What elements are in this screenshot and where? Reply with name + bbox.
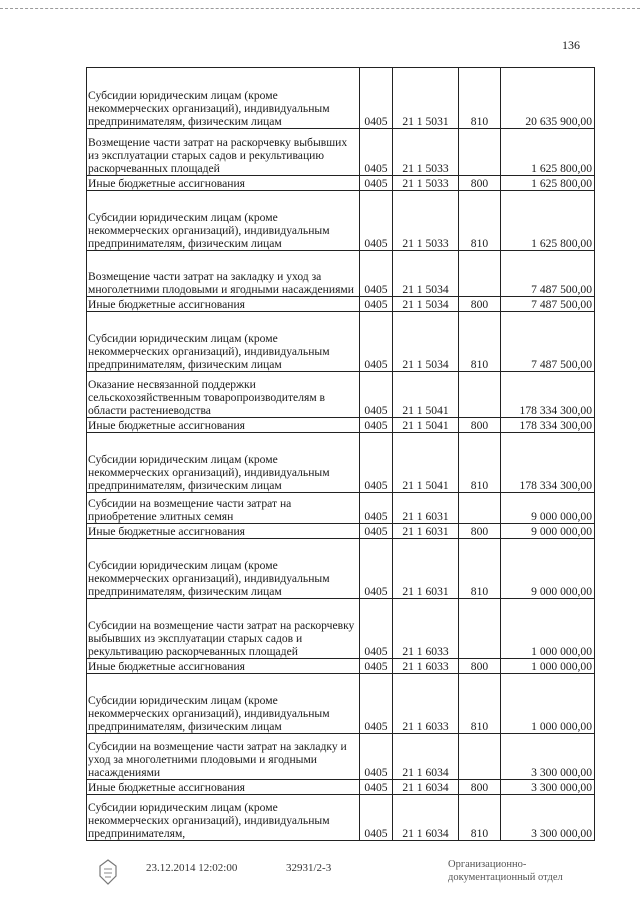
row-description: Субсидии на возмещение части затрат на закладку и уход за многолетними плодовыми и ягодными насаждениями xyxy=(87,734,360,780)
expense-type-code xyxy=(459,599,501,659)
expense-type-code: 800 xyxy=(459,659,501,674)
target-code: 21 1 5031 xyxy=(393,68,459,129)
expense-type-code: 810 xyxy=(459,68,501,129)
row-description: Субсидии юридическим лицам (кроме некоммерческих организаций), индивидуальным предпринимателям, xyxy=(87,795,360,841)
table-row xyxy=(87,780,595,795)
table-row xyxy=(87,524,595,539)
table-row xyxy=(87,493,595,524)
expense-type-code: 810 xyxy=(459,674,501,734)
target-code: 21 1 5041 xyxy=(393,372,459,418)
table-row xyxy=(87,297,595,312)
document-code: 32931/2-3 xyxy=(286,862,332,874)
table-row xyxy=(87,129,595,176)
row-description: Субсидии на возмещение части затрат на приобретение элитных семян xyxy=(87,493,360,524)
expense-type-code: 800 xyxy=(459,297,501,312)
table-row xyxy=(87,659,595,674)
section-code: 0405 xyxy=(360,734,393,780)
amount: 9 000 000,00 xyxy=(501,539,595,599)
section-code: 0405 xyxy=(360,68,393,129)
expense-type-code: 810 xyxy=(459,433,501,493)
target-code: 21 1 5041 xyxy=(393,433,459,493)
table-row xyxy=(87,372,595,418)
target-code: 21 1 5034 xyxy=(393,297,459,312)
section-code: 0405 xyxy=(360,599,393,659)
table-row xyxy=(87,734,595,780)
target-code: 21 1 6031 xyxy=(393,539,459,599)
top-edge-line xyxy=(0,8,640,9)
amount: 1 000 000,00 xyxy=(501,674,595,734)
row-description: Субсидии на возмещение части затрат на раскорчевку выбывших из эксплуатации старых садов и рекультивацию раскорчеванных площадей xyxy=(87,599,360,659)
row-description: Возмещение части затрат на закладку и уход за многолетними плодовыми и ягодными насаждениями xyxy=(87,251,360,297)
budget-table xyxy=(86,67,595,841)
row-description: Иные бюджетные ассигнования xyxy=(87,659,360,674)
expense-type-code: 810 xyxy=(459,539,501,599)
amount: 1 625 800,00 xyxy=(501,191,595,251)
expense-type-code: 800 xyxy=(459,418,501,433)
row-description: Субсидии юридическим лицам (кроме некоммерческих организаций), индивидуальным предпринимателям, физическим лицам xyxy=(87,312,360,372)
amount: 7 487 500,00 xyxy=(501,251,595,297)
target-code: 21 1 5034 xyxy=(393,251,459,297)
target-code: 21 1 5034 xyxy=(393,312,459,372)
amount: 3 300 000,00 xyxy=(501,734,595,780)
section-code: 0405 xyxy=(360,659,393,674)
target-code: 21 1 6031 xyxy=(393,524,459,539)
table-row xyxy=(87,795,595,841)
page-number: 136 xyxy=(562,38,580,52)
section-code: 0405 xyxy=(360,780,393,795)
table-row xyxy=(87,68,595,129)
amount: 3 300 000,00 xyxy=(501,795,595,841)
section-code: 0405 xyxy=(360,191,393,251)
section-code: 0405 xyxy=(360,251,393,297)
target-code: 21 1 6031 xyxy=(393,493,459,524)
section-code: 0405 xyxy=(360,674,393,734)
section-code: 0405 xyxy=(360,176,393,191)
row-description: Иные бюджетные ассигнования xyxy=(87,780,360,795)
table-row xyxy=(87,312,595,372)
row-description: Возмещение части затрат на раскорчевку выбывших из эксплуатации старых садов и рекультивацию раскорчеванных площадей xyxy=(87,129,360,176)
amount: 9 000 000,00 xyxy=(501,524,595,539)
target-code: 21 1 5033 xyxy=(393,191,459,251)
section-code: 0405 xyxy=(360,493,393,524)
expense-type-code: 810 xyxy=(459,191,501,251)
table-row xyxy=(87,176,595,191)
row-description: Иные бюджетные ассигнования xyxy=(87,176,360,191)
amount: 178 334 300,00 xyxy=(501,418,595,433)
table-row xyxy=(87,539,595,599)
row-description: Иные бюджетные ассигнования xyxy=(87,418,360,433)
row-description: Субсидии юридическим лицам (кроме некоммерческих организаций), индивидуальным предпринимателям, физическим лицам xyxy=(87,674,360,734)
table-row xyxy=(87,251,595,297)
target-code: 21 1 5033 xyxy=(393,129,459,176)
row-description: Субсидии юридическим лицам (кроме некоммерческих организаций), индивидуальным предпринимателям, физическим лицам xyxy=(87,191,360,251)
section-code: 0405 xyxy=(360,795,393,841)
department-line-2: документационный отдел xyxy=(448,872,563,883)
amount: 9 000 000,00 xyxy=(501,493,595,524)
section-code: 0405 xyxy=(360,524,393,539)
section-code: 0405 xyxy=(360,297,393,312)
row-description: Оказание несвязанной поддержки сельскохозяйственным товаропроизводителям в области растениеводства xyxy=(87,372,360,418)
section-code: 0405 xyxy=(360,312,393,372)
row-description: Иные бюджетные ассигнования xyxy=(87,524,360,539)
amount: 7 487 500,00 xyxy=(501,297,595,312)
target-code: 21 1 6034 xyxy=(393,780,459,795)
emblem-icon xyxy=(96,858,120,886)
expense-type-code: 800 xyxy=(459,176,501,191)
expense-type-code xyxy=(459,372,501,418)
amount: 1 000 000,00 xyxy=(501,599,595,659)
amount: 1 625 800,00 xyxy=(501,176,595,191)
expense-type-code xyxy=(459,493,501,524)
amount: 1 625 800,00 xyxy=(501,129,595,176)
print-timestamp: 23.12.2014 12:02:00 xyxy=(146,862,238,874)
table-row xyxy=(87,674,595,734)
expense-type-code xyxy=(459,251,501,297)
amount: 178 334 300,00 xyxy=(501,433,595,493)
row-description: Субсидии юридическим лицам (кроме некоммерческих организаций), индивидуальным предпринимателям, физическим лицам xyxy=(87,433,360,493)
table-row xyxy=(87,599,595,659)
amount: 1 000 000,00 xyxy=(501,659,595,674)
page-footer xyxy=(96,858,616,898)
target-code: 21 1 6034 xyxy=(393,734,459,780)
row-description: Субсидии юридическим лицам (кроме некоммерческих организаций), индивидуальным предпринимателям, физическим лицам xyxy=(87,539,360,599)
section-code: 0405 xyxy=(360,539,393,599)
section-code: 0405 xyxy=(360,433,393,493)
section-code: 0405 xyxy=(360,129,393,176)
department-line-1: Организационно- xyxy=(448,859,527,870)
amount: 20 635 900,00 xyxy=(501,68,595,129)
target-code: 21 1 5041 xyxy=(393,418,459,433)
expense-type-code: 800 xyxy=(459,524,501,539)
amount: 178 334 300,00 xyxy=(501,372,595,418)
section-code: 0405 xyxy=(360,372,393,418)
table-row xyxy=(87,418,595,433)
target-code: 21 1 6033 xyxy=(393,674,459,734)
target-code: 21 1 6034 xyxy=(393,795,459,841)
target-code: 21 1 6033 xyxy=(393,659,459,674)
expense-type-code: 800 xyxy=(459,780,501,795)
expense-type-code: 810 xyxy=(459,795,501,841)
table-row xyxy=(87,433,595,493)
department-stamp xyxy=(448,858,563,884)
row-description: Иные бюджетные ассигнования xyxy=(87,297,360,312)
table-row xyxy=(87,191,595,251)
amount: 7 487 500,00 xyxy=(501,312,595,372)
expense-type-code xyxy=(459,734,501,780)
row-description: Субсидии юридическим лицам (кроме некоммерческих организаций), индивидуальным предпринимателям, физическим лицам xyxy=(87,68,360,129)
budget-table-body xyxy=(87,68,595,841)
expense-type-code xyxy=(459,129,501,176)
expense-type-code: 810 xyxy=(459,312,501,372)
target-code: 21 1 6033 xyxy=(393,599,459,659)
amount: 3 300 000,00 xyxy=(501,780,595,795)
section-code: 0405 xyxy=(360,418,393,433)
target-code: 21 1 5033 xyxy=(393,176,459,191)
